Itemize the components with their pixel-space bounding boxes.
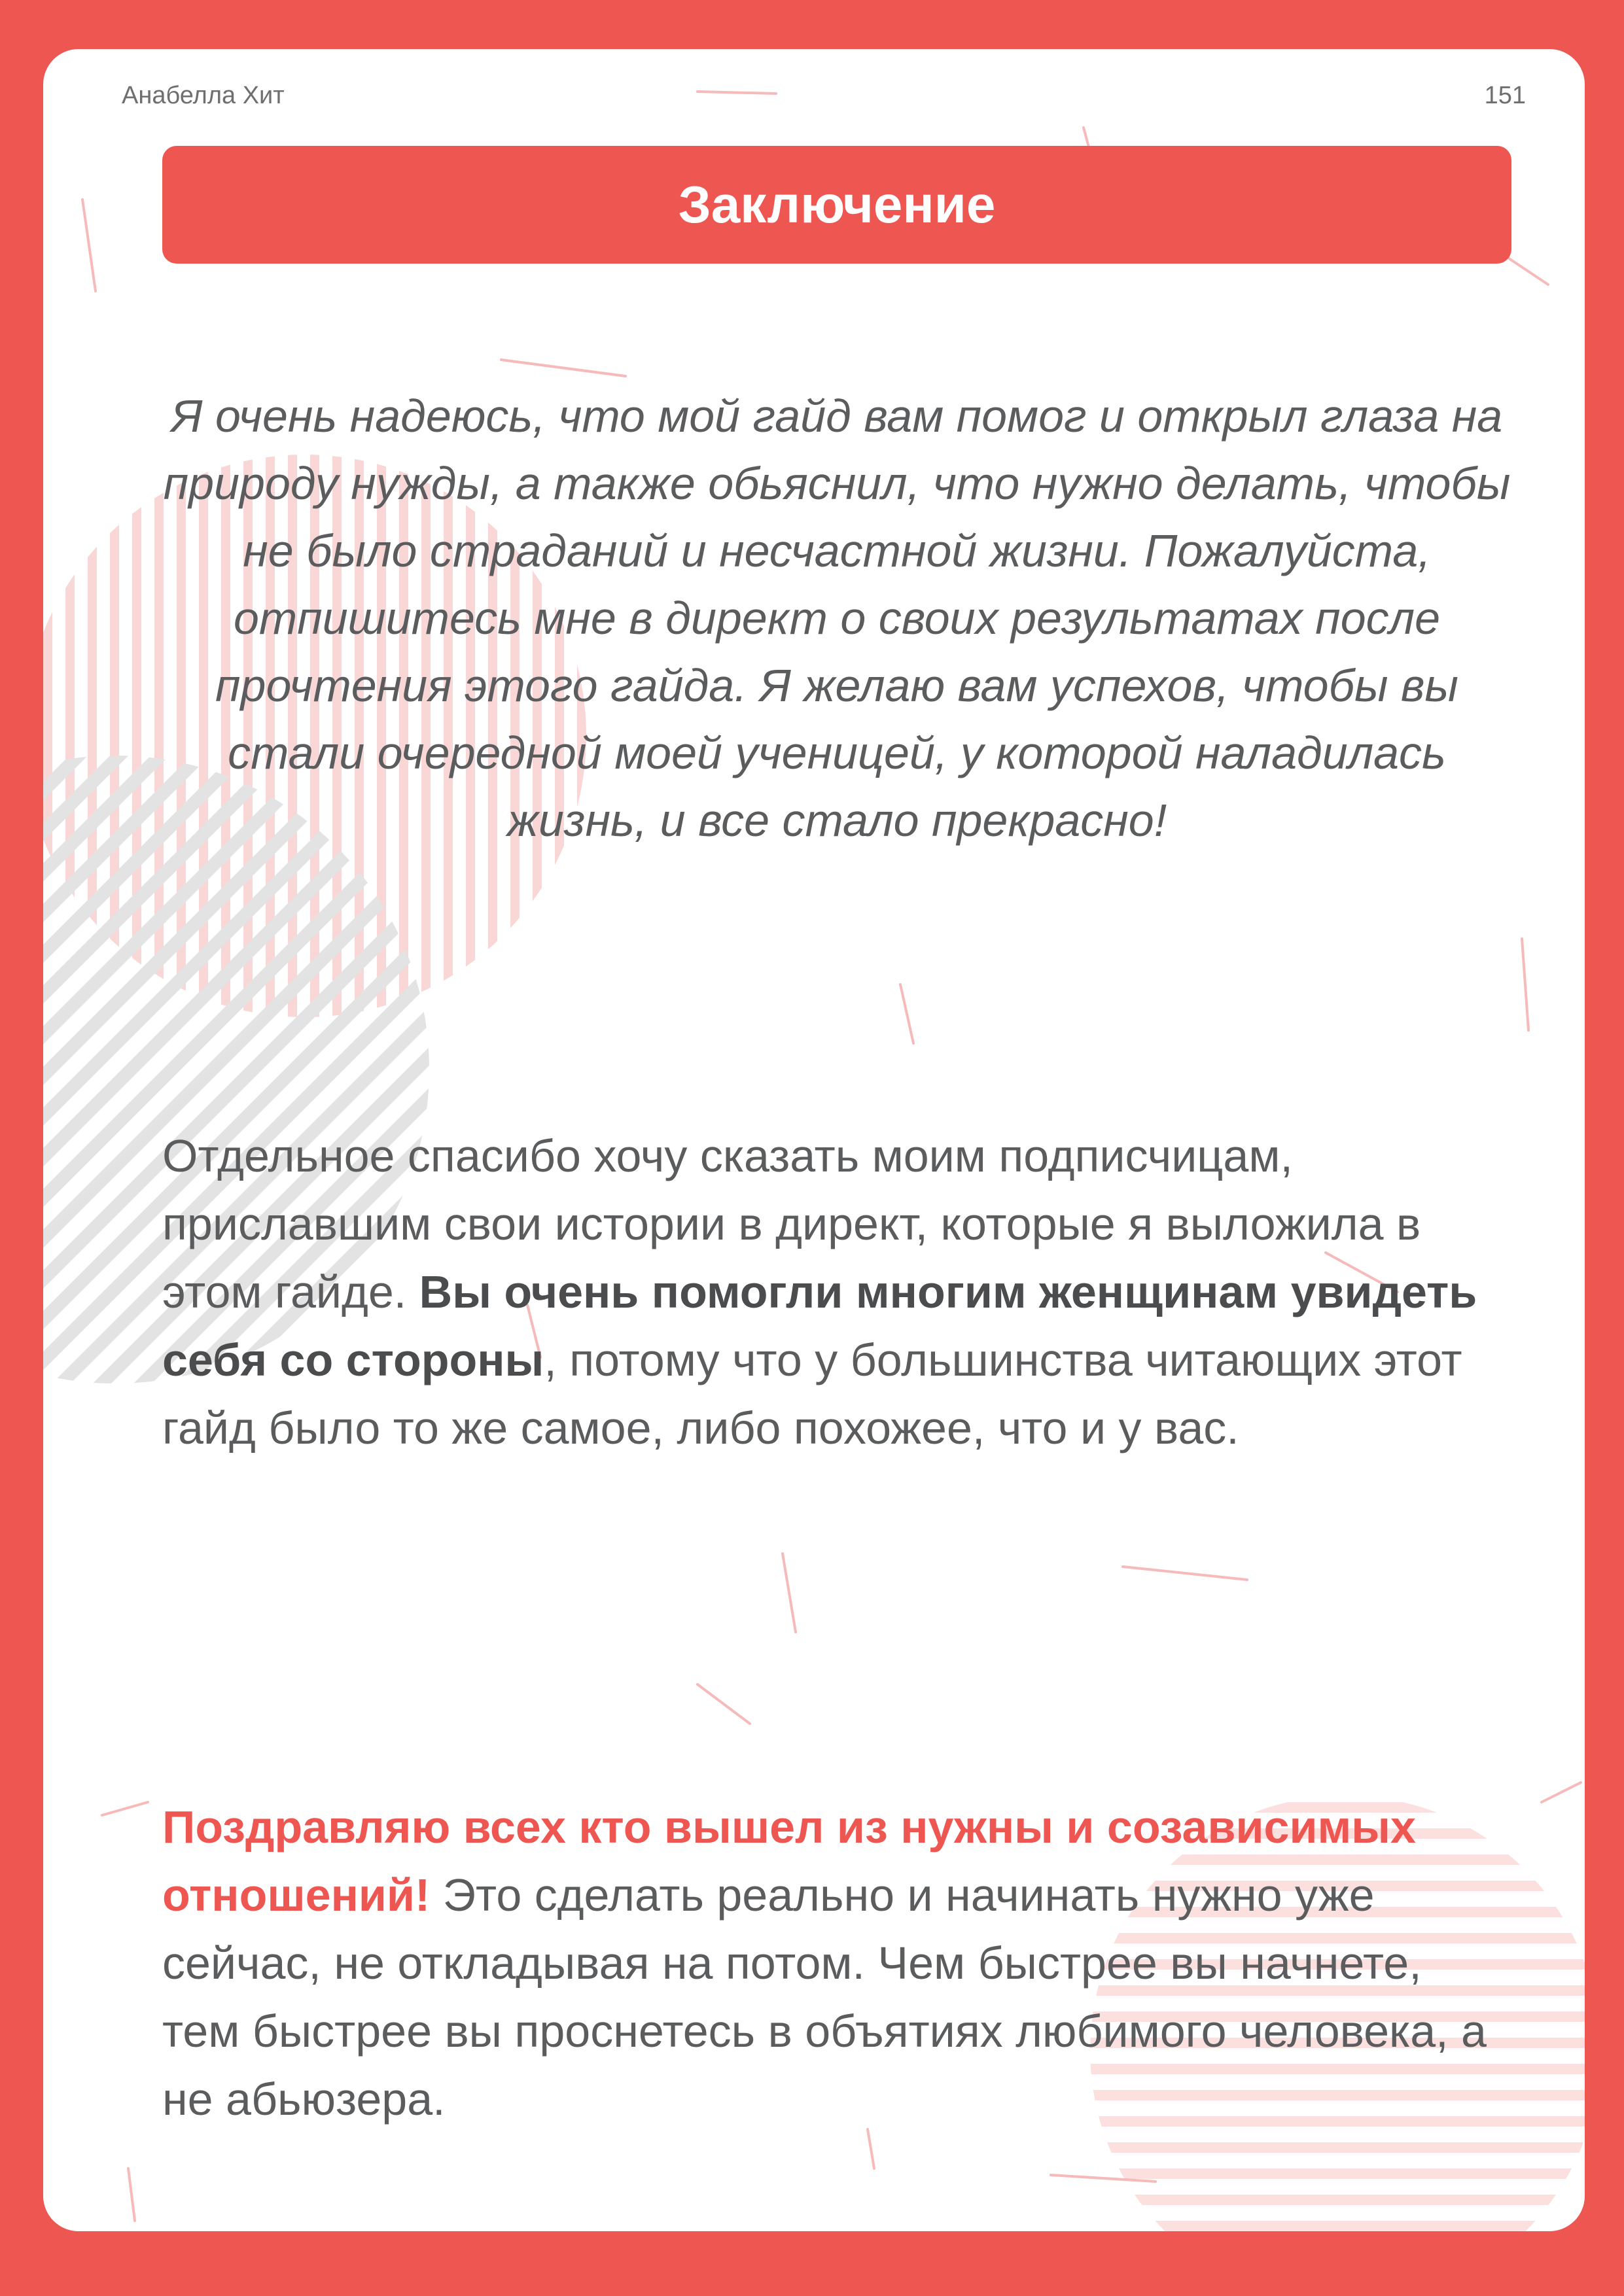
congrats-paragraph [162,1793,1511,2133]
title-banner [162,146,1511,264]
thanks-text-end: , потому что у большинства читающих этот гайд было то же самое, либо похожее, что и у вас. [162,1334,1462,1453]
thanks-bold-text: Вы очень помогли многим женщинам увидеть себя со стороны [162,1266,1477,1385]
thanks-text-start: Отдельное спасибо хочу сказать моим подписчицам, приславшим свои истории в директ, которые я выложила в этом гайде. [162,1130,1421,1317]
congrats-accent-text: Поздравляю всех кто вышел из нужны и созависимых отношений! [162,1801,1416,1921]
page-title: Заключение [678,175,996,234]
header-author: Анабелла Хит [122,82,285,109]
intro-paragraph: Я очень надеюсь, что мой гайд вам помог и открыл глаза на природу нужды, а также обьяснил, что нужно делать, чтобы не было страданий и несчастной жизни. Пожалуйста, отпишитесь мне в директ о своих результатах после прочтения этого гайда. Я желаю вам успехов, чтобы вы стали очередной моей ученицей, у которой наладилась жизнь, и все стало прекрасно! [163,391,1511,846]
congrats-text: Это сделать реально и начинать нужно уже сейчас, не откладывая на потом. Чем быстрее вы начнете, тем быстрее вы проснетесь в объятиях любимого человека, а не абьюзера. [162,1870,1487,2125]
page-card [43,49,1585,2231]
page-number: 151 [1484,82,1526,109]
thanks-paragraph [162,1122,1511,1462]
